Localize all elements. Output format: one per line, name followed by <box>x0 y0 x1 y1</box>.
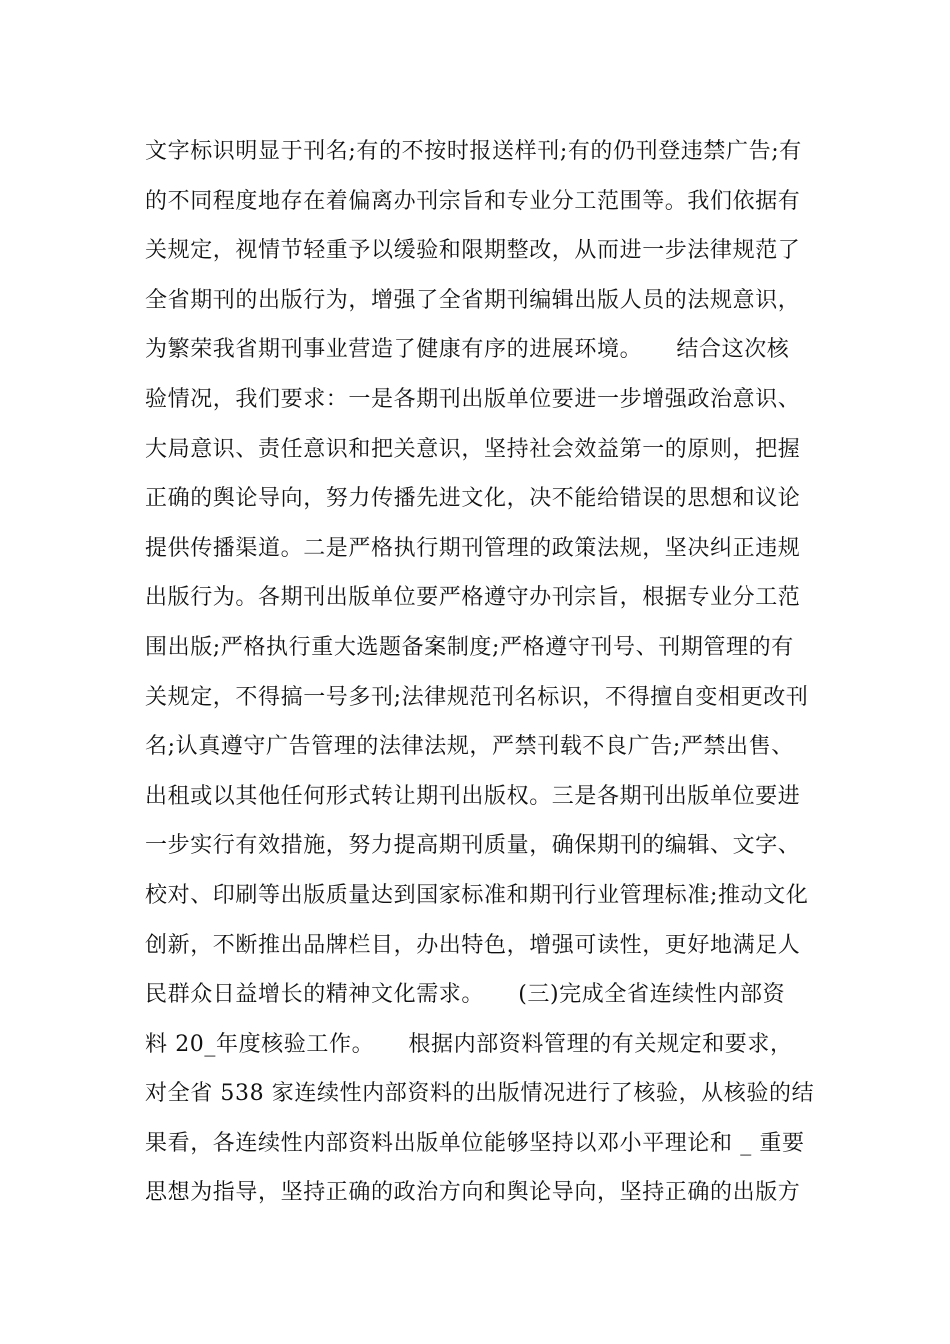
text-line: 创新，不断推出品牌栏目，办出特色，增强可读性，更好地满足人 <box>145 932 801 958</box>
text-line: 校对、印刷等出版质量达到国家标准和期刊行业管理标准;推动文化 <box>145 882 809 908</box>
text-line: 文字标识明显于刊名;有的不按时报送样刊;有的仍刊登违禁广告;有 <box>145 139 802 164</box>
text-line: 出版行为。各期刊出版单位要严格遵守办刊宗旨，根据专业分工范 <box>145 585 801 611</box>
text-line: 围出版;严格执行重大选题备案制度;严格遵守刊号、刊期管理的有 <box>145 634 794 660</box>
text-line: 大局意识、责任意识和把关意识，坚持社会效益第一的原则，把握 <box>145 436 801 462</box>
text-line: 民群众日益增长的精神文化需求。 (三)完成全省连续性内部资 <box>145 982 786 1008</box>
text-line: 的不同程度地存在着偏离办刊宗旨和专业分工范围等。我们依据有 <box>145 188 801 214</box>
text-line: 提供传播渠道。二是严格执行期刊管理的政策法规，坚决纠正违规 <box>145 535 801 561</box>
text-line: 料 20_年度核验工作。 根据内部资料管理的有关规定和要求， <box>145 1031 793 1057</box>
text-line: 全省期刊的出版行为，增强了全省期刊编辑出版人员的法规意识， <box>145 287 801 313</box>
text-line: 思想为指导，坚持正确的政治方向和舆论导向，坚持正确的出版方 <box>145 1180 801 1206</box>
text-line: 一步实行有效措施，努力提高期刊质量，确保期刊的编辑、文字、 <box>145 833 801 859</box>
text-line: 果看，各连续性内部资料出版单位能够坚持以邓小平理论和 _ 重要 <box>145 1130 805 1156</box>
text-line: 关规定，不得搞一号多刊;法律规范刊名标识，不得擅自变相更改刊 <box>145 684 809 710</box>
body-text <box>145 131 825 1222</box>
text-line: 正确的舆论导向，努力传播先进文化，决不能给错误的思想和议论 <box>145 486 801 512</box>
text-line: 关规定，视情节轻重予以缓验和限期整改，从而进一步法律规范了 <box>145 238 801 264</box>
text-line: 验情况，我们要求：一是各期刊出版单位要进一步增强政治意识、 <box>145 386 801 412</box>
text-line: 为繁荣我省期刊事业营造了健康有序的进展环境。 结合这次核 <box>145 337 790 363</box>
text-line: 名;认真遵守广告管理的法律法规，严禁刊载不良广告;严禁出售、 <box>145 734 794 760</box>
text-line: 出租或以其他任何形式转让期刊出版权。三是各期刊出版单位要进 <box>145 783 801 809</box>
text-line: 对全省 538 家连续性内部资料的出版情况进行了核验，从核验的结 <box>145 1081 815 1107</box>
